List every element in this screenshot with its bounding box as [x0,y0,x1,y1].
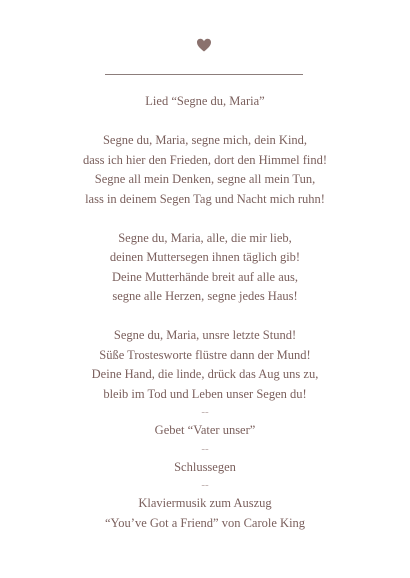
prayer-item: Gebet “Vater unser” [154,423,256,437]
stanza-1 [0,131,410,209]
verse-line: Deine Mutterhände breit auf alle aus, [111,269,299,284]
recessional-line-1: Klaviermusik zum Auszug [138,496,272,510]
verse-line: deinen Muttersegen ihnen täglich gib! [109,250,301,264]
separator: -- [201,406,209,418]
separator: -- [201,479,209,491]
stanza-3 [0,326,410,404]
verse-line: lass in deinem Segen Tag und Nacht mich ruhn! [85,191,325,206]
verse-line: Segne du, Maria, segne mich, dein Kind, [102,133,308,147]
verse-line: segne alle Herzen, segne jedes Haus! [112,289,298,303]
song-title: Lied “Segne du, Maria” [145,94,265,108]
heart-icon [196,37,212,53]
separator: -- [201,442,209,455]
verse-line: bleib im Tod und Leben unser Segen du! [103,386,307,401]
blessing-item: Schlussegen [174,459,236,474]
verse-line: dass ich hier den Frieden, dort den Himmel find! [82,152,328,167]
verse-line: Segne du, Maria, alle, die mir lieb, [118,230,292,245]
recessional-line-2: “You’ve Got a Friend” von Carole King [104,515,306,530]
verse-line: Segne all mein Denken, segne all mein Tun, [94,172,316,186]
divider-line [105,74,303,75]
verse-line: Segne du, Maria, unsre letzte Stund! [113,328,297,342]
verse-line: Deine Hand, die linde, drück das Aug uns zu, [91,367,319,381]
verse-line: Süße Trostesworte flüstre dann der Mund! [99,347,311,362]
stanza-2 [0,229,410,307]
program-text [0,92,410,533]
